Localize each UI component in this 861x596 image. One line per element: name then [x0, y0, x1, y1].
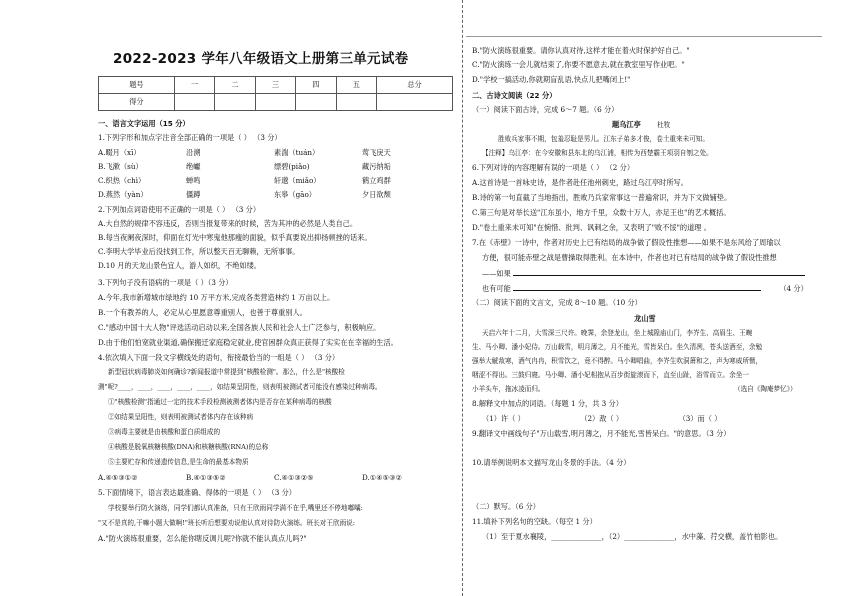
score-cell: 总分 [377, 77, 453, 94]
question-9: 9.翻译文中画线句子"万山载雪,明月薄之，月不能光,雪皆呆白。"的意思。（3 分） [472, 429, 731, 438]
poem-author: 杜牧 [657, 121, 671, 129]
option: C."感动中国十大人物"评选活动启动以来,全国各族人民和社会人士广泛参与，积极响应。 [98, 323, 381, 332]
score-cell: 题号 [99, 77, 175, 94]
prose-line: 天启六年十二月，大雪深三尺许。晚霁，余登龙山，坐上城隍庙山门，李岕生、高眉生、王畹 [482, 329, 753, 337]
q8-items [482, 415, 782, 424]
question-11: 11.填补下列名句的空缺。（每空 1 分） [472, 517, 597, 526]
option: 僵蹲 [186, 190, 201, 199]
option: B.④①③⑤② [186, 473, 226, 482]
sentence-item: ⑤主要贮存和传递遗传信息,是生命的最基本物质 [108, 458, 249, 466]
option: A.这首诗是一首咏史诗，是作者赴任池州刺史，路过乌江亭时所写。 [472, 178, 688, 187]
option: C.④①③②⑤ [274, 473, 314, 482]
passage-line: 新型冠状病毒肺炎如何确诊?新闻报道中常提到"核酸检测"。那么，什么是"核酸检 [108, 368, 345, 376]
exam-title: 2022-2023 学年八年级语文上册第三单元试卷 [113, 51, 409, 67]
sentence-item: ②如结果呈阳性，则表明被测试者体内存在该种病 [108, 413, 254, 421]
prose-line: 强举大觥敌寒，酒气冉冉，积雪饮之，竟不得醉。马小卿唱曲，李岕生吹洞箫和之，声为寒威所慑， [472, 357, 763, 365]
option: D.①④⑤③② [362, 473, 403, 482]
sentence-item: ③病毒主要就是由核酸和蛋白质组成的 [108, 428, 221, 436]
question-4: 4.依次填入下面一段文字横线处的语句，衔接最恰当的一组是（ ） （3 分） [98, 353, 340, 362]
option: A."防火演练很重要，怎么能你瞎反调儿呢?你就不能认真点儿吗?" [98, 534, 307, 543]
option: A.④⑤③①② [98, 473, 138, 482]
option: C.织热（chì） [98, 176, 146, 185]
score-entry-cell[interactable] [336, 94, 376, 111]
question-7-line [482, 285, 822, 294]
option: 鹤立鸡群 [362, 176, 391, 185]
option: D.燕然（yàn） [98, 190, 148, 199]
score-table [98, 76, 453, 111]
option: B."防火演练很重要。请你认真对待,这样才能在着火时保护好自己。" [472, 46, 690, 55]
poem-note: 【注释】乌江亭：在今安徽和县东北的乌江浦，相传为西楚霸王项羽自刎之处。 [482, 149, 713, 157]
right-column [472, 0, 824, 596]
q1-option-row [98, 177, 450, 186]
sentence-item: ④核酸是脱氧核糖核酸(DNA)和核糖核酸(RNA)的总称 [108, 443, 269, 451]
option: B.飞漱（sù） [98, 162, 143, 171]
question-3: 3.下列句子没有语病的一项是（ ）（3 分） [98, 278, 233, 287]
q1-option-row [98, 191, 450, 200]
question-7-line: 方便，很可能赤壁之战是曹操取得胜利。在本诗中，作者也对已有结局的战争做了假设性推想 [482, 253, 777, 262]
poem-title: 题乌江亭 [612, 120, 641, 129]
prose-title: 龙山雪 [634, 314, 656, 323]
score-entry-cell[interactable] [215, 94, 255, 111]
q1-option-row [98, 149, 450, 158]
option: D."卷土重来未可知"在惋惜、批判、讽刺之余，又表明了"败不馁"的道理 。 [472, 223, 711, 232]
score-entry-cell[interactable] [296, 94, 336, 111]
option: 缥碧(piǎo) [274, 162, 310, 171]
option: 绝巘 [186, 162, 201, 171]
question-7-prefix: ——如果 [482, 269, 511, 278]
option: A.今年,我市新增城市绿地约 10 万平方米,完成各类营造林约 1 万亩以上。 [98, 293, 335, 302]
option: 沿溯 [186, 148, 201, 157]
prose-line: 生、马小卿、潘小妃侍。万山载雪，明月薄之，月不能光，雪皆呆白。坐久清冽，苍头送酒至，余勉 [472, 343, 763, 351]
binding-dashed-line [462, 0, 463, 596]
subsection-heading: （二）阅读下面的文言文，完成 8～10 题。（10 分） [472, 298, 642, 307]
option: C.第三句是对举长送"江东虽小，地方千里，众数十万人，亦足王也"的艺术概括。 [472, 208, 731, 217]
score-table-score-row [99, 94, 453, 111]
subsection-heading: （一）阅读下面古诗，完成 6～7 题。（6 分） [472, 105, 619, 114]
subsection-heading: （二）默写。（6 分） [472, 502, 540, 511]
binding-margin [456, 0, 470, 596]
option: 素湍（tuán） [274, 148, 320, 157]
score-cell: 四 [296, 77, 336, 94]
section-heading: 一、语言文字运用（15 分） [98, 119, 190, 128]
option: D.10 月的天龙山景色宜人，游人如织，不绝如缕。 [98, 261, 261, 270]
option: 夕日欲颓 [362, 190, 391, 199]
prose-line: 咽涩不得出。三鼓归寝。马小卿、潘小妃相抱从百步街旋滚而下，直至山趾，浴雪而立。余坐一 [472, 371, 749, 379]
option: 蝉鸣 [186, 176, 201, 185]
score-entry-cell[interactable] [255, 94, 295, 111]
q8-item: （3）而（ ） [678, 414, 722, 423]
score-table-header-row [99, 77, 453, 94]
question-5: 5.下面情境下，语言表达最准确、得体的一项是（ ） （3 分） [98, 488, 296, 497]
sentence-item: ①"核酸检测"指通过一定的技术手段检测被测者体内是否存在某种病毒的核酸 [108, 398, 332, 406]
score-cell: 二 [215, 77, 255, 94]
question-10: 10.请举例说明本文描写龙山冬景的手法。（4 分） [472, 458, 631, 467]
option: B.诗的第一句直截了当地指出，胜败乃兵家常事这一普遍常识，并为下文做铺垫。 [472, 193, 732, 202]
option: 藏污纳垢 [362, 162, 391, 171]
prose-line: 小羊头车，拖冰凌而归。 [472, 385, 545, 393]
option: D."学校一搞活动,你就期盲乱语,快点儿把嘴闭上!" [472, 75, 631, 84]
question-1: 1.下列字形和加点字注音全部正确的一项是（ ） （3 分） [98, 133, 282, 142]
score-cell: 得分 [99, 94, 175, 111]
question-2: 2.下列加点词语使用不正确的一项是（ ） （3 分） [98, 205, 261, 214]
poem-header [612, 121, 670, 130]
q8-item: （2）敌（ ） [580, 414, 624, 423]
option: A.畷月（xī） [98, 148, 141, 157]
score-entry-cell[interactable] [174, 94, 214, 111]
option: C."防火演练一会儿就结束了,你要不愿意去,就在教室里写作业吧。" [472, 60, 685, 69]
option: 莺飞戾天 [362, 148, 391, 157]
question-7-line [482, 270, 822, 279]
question-6: 6.下列对诗的内容理解有误的一项是（ ） （2 分） [472, 163, 635, 172]
q1-option-row [98, 163, 450, 172]
option: 轩邈（miǎo） [274, 176, 321, 185]
option: 东皋（gāo） [274, 190, 316, 199]
score-cell: 三 [255, 77, 295, 94]
q8-item: （1）许（ ） [482, 414, 525, 423]
q4-option-row [98, 474, 450, 483]
passage-line: "又不是真的,干嘛小题大做啊!"班长听后想要劝说他认真对待防火演练。班长对王欣雨说: [98, 519, 355, 527]
answer-blank[interactable] [513, 275, 805, 276]
score-note: （4 分） [779, 284, 808, 293]
score-cell: 五 [336, 77, 376, 94]
option: C.李明大学毕业后没找到工作，所以整天百无聊赖，无所事事。 [98, 247, 300, 256]
score-cell: 一 [174, 77, 214, 94]
section-heading: 二、古诗文阅读（22 分） [472, 91, 557, 100]
passage-line: 学校要举行防火演练，同学们都认真准备，只有王欣雨同学满不在乎,嘴里还不停地嘟囔: [108, 504, 363, 512]
option: A.大自然的规律不容违反，否则当报复带来的时候，苦为其冲的必然是人类自己。 [98, 219, 358, 228]
option: D.由于他们怕宽就业渠道,确保搬迁家庭稳定就业,使官困群众真正获得了实实在在幸福的生活。 [98, 338, 398, 347]
question-8: 8.解释文中加点的词语。（每题 1 分，共 3 分） [472, 399, 623, 408]
score-entry-cell[interactable] [377, 94, 453, 111]
q11-line: （1）至于夏水襄陵，______________，（2）______________，水中藻、荇交横，盖竹柏影也。 [482, 532, 783, 541]
question-7-prefix: 也有可能 [482, 284, 511, 293]
passage-line: 测"呢?____，____，____，____，____，如结果呈阴性，则表明被测试者可能没有感染过种病毒。 [98, 383, 382, 391]
question-7: 7.在《赤壁》一诗中，作者对历史上已有结局的战争做了假设性推想——如果不是东风给了周瑜以 [472, 238, 781, 247]
poem-line: 胜败兵家事不期，包羞忍耻是男儿。江东子弟多才俊，卷土重来未可知。 [498, 135, 709, 143]
option: B.每当夜阑夜深时，仰面在灯光中寒鬼他那瘦的面貌，似乎真要说出抑扬顿挫的话来。 [98, 233, 372, 242]
left-column [98, 0, 456, 596]
option: B.一个有教养的人，必定从心里愿意尊重别人，也善于尊重别人。 [98, 308, 307, 317]
prose-source: （选自《陶庵梦忆》） [734, 385, 797, 393]
answer-blank[interactable] [513, 290, 761, 291]
